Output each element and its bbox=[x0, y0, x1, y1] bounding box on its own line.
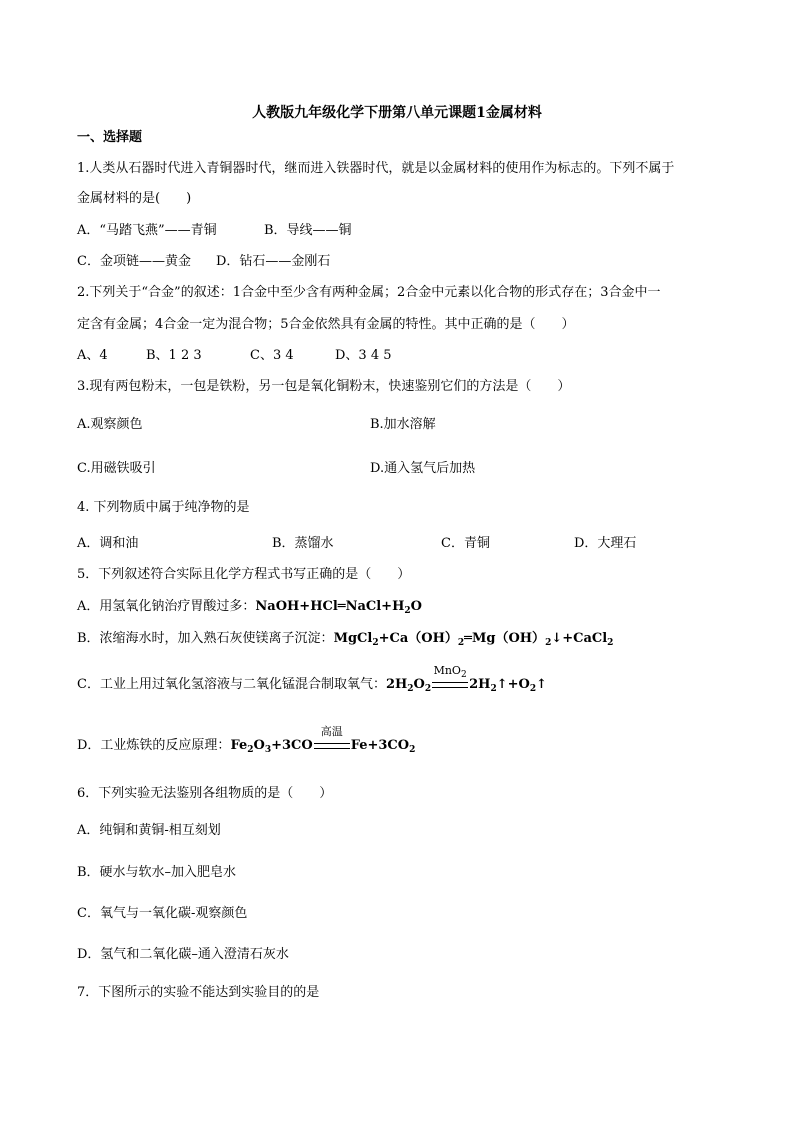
q3-stem: 3.现有两包粉末，一包是铁粉，另一包是氧化铜粉末，快速鉴别它们的方法是（ ） bbox=[77, 379, 571, 394]
q5-option-d-text: D．工业炼铁的反应原理： bbox=[77, 738, 231, 753]
document-title: 人教版九年级化学下册第八单元课题1金属材料 bbox=[252, 105, 542, 121]
q5-option-d-equation: $Fe_2O_3+3CO$ 高温 $Fe+3CO_2$ bbox=[230, 725, 416, 755]
q5-option-a bbox=[77, 598, 422, 616]
q2-stem-line1: 2.下列关于“合金”的叙述：1合金中至少含有两种金属；2合金中元素以化合物的形式存在；3合金中一 bbox=[77, 285, 661, 300]
q5-stem: 5．下列叙述符合实际且化学方程式书写正确的是（ ） bbox=[77, 567, 411, 582]
q5-option-c-equation: $2H_2O_2$ MnO$_2$ $2H_2↑+O_2↑$ bbox=[385, 664, 548, 694]
q1-option-c: C．金项链——黄金 bbox=[77, 254, 191, 269]
q5-option-d bbox=[77, 725, 416, 755]
q5-option-a-text: A．用氢氧化钠治疗胃酸过多： bbox=[77, 599, 256, 614]
q6-option-c: C．氧气与一氧化碳-观察颜色 bbox=[77, 906, 248, 921]
q5-option-b bbox=[77, 630, 613, 648]
q3-option-a: A.观察颜色 bbox=[77, 417, 143, 432]
q2-option-b: B、1 2 3 bbox=[146, 348, 202, 363]
q2-option-a: A、4 bbox=[77, 348, 108, 363]
q5-option-c-condition: MnO$_2$ bbox=[431, 682, 469, 688]
q4-option-c: C．青铜 bbox=[441, 536, 490, 551]
q4-stem: 4. 下列物质中属于纯净物的是 bbox=[77, 500, 250, 515]
q5-option-d-condition: 高温 bbox=[313, 743, 351, 749]
section-heading: 一、选择题 bbox=[77, 130, 143, 145]
q6-stem: 6．下列实验无法鉴别各组物质的是（ ） bbox=[77, 786, 333, 801]
q4-option-a: A．调和油 bbox=[77, 536, 139, 551]
q4-option-b: B．蒸馏水 bbox=[272, 536, 334, 551]
q5-option-b-text: B．浓缩海水时，加入熟石灰使镁离子沉淀： bbox=[77, 631, 334, 646]
q2-option-c: C、3 4 bbox=[250, 348, 294, 363]
q4-option-d: D．大理石 bbox=[574, 536, 637, 551]
q3-option-d: D.通入氢气后加热 bbox=[370, 461, 476, 476]
q1-option-b: B．导线——铜 bbox=[264, 223, 352, 238]
q5-option-c-text: C．工业上用过氧化氢溶液与二氧化锰混合制取氧气： bbox=[77, 677, 386, 692]
q2-option-d: D、3 4 5 bbox=[335, 348, 392, 363]
q2-stem-line2: 定含有金属；4合金一定为混合物；5合金依然具有金属的特性。其中正确的是（ ） bbox=[77, 317, 575, 332]
q5-option-a-equation: $NaOH+HCl═NaCl+H_2O$ bbox=[255, 599, 422, 616]
q6-option-b: B．硬水与软水–加入肥皂水 bbox=[77, 865, 237, 880]
q3-option-b: B.加水溶解 bbox=[370, 417, 436, 432]
q5-option-b-equation: $MgCl_2+Ca(OH)_2═Mg(OH)_2↓+CaCl_2$ bbox=[333, 631, 614, 648]
q1-option-d: D．钻石——金刚石 bbox=[216, 254, 331, 269]
q6-option-a: A．纯铜和黄铜-相互刻划 bbox=[77, 823, 221, 838]
q1-stem-line2: 金属材料的是( ) bbox=[77, 191, 192, 206]
q3-option-c: C.用磁铁吸引 bbox=[77, 461, 156, 476]
q6-option-d: D．氢气和二氧化碳–通入澄清石灰水 bbox=[77, 947, 289, 962]
q5-option-c bbox=[77, 664, 548, 694]
q1-stem-line1: 1.人类从石器时代进入青铜器时代，继而进入铁器时代，就是以金属材料的使用作为标志的。下列不属于 bbox=[77, 161, 675, 176]
q7-stem: 7．下图所示的实验不能达到实验目的的是 bbox=[77, 985, 320, 1000]
q1-option-a: A．“马踏飞燕”——青铜 bbox=[77, 223, 217, 238]
